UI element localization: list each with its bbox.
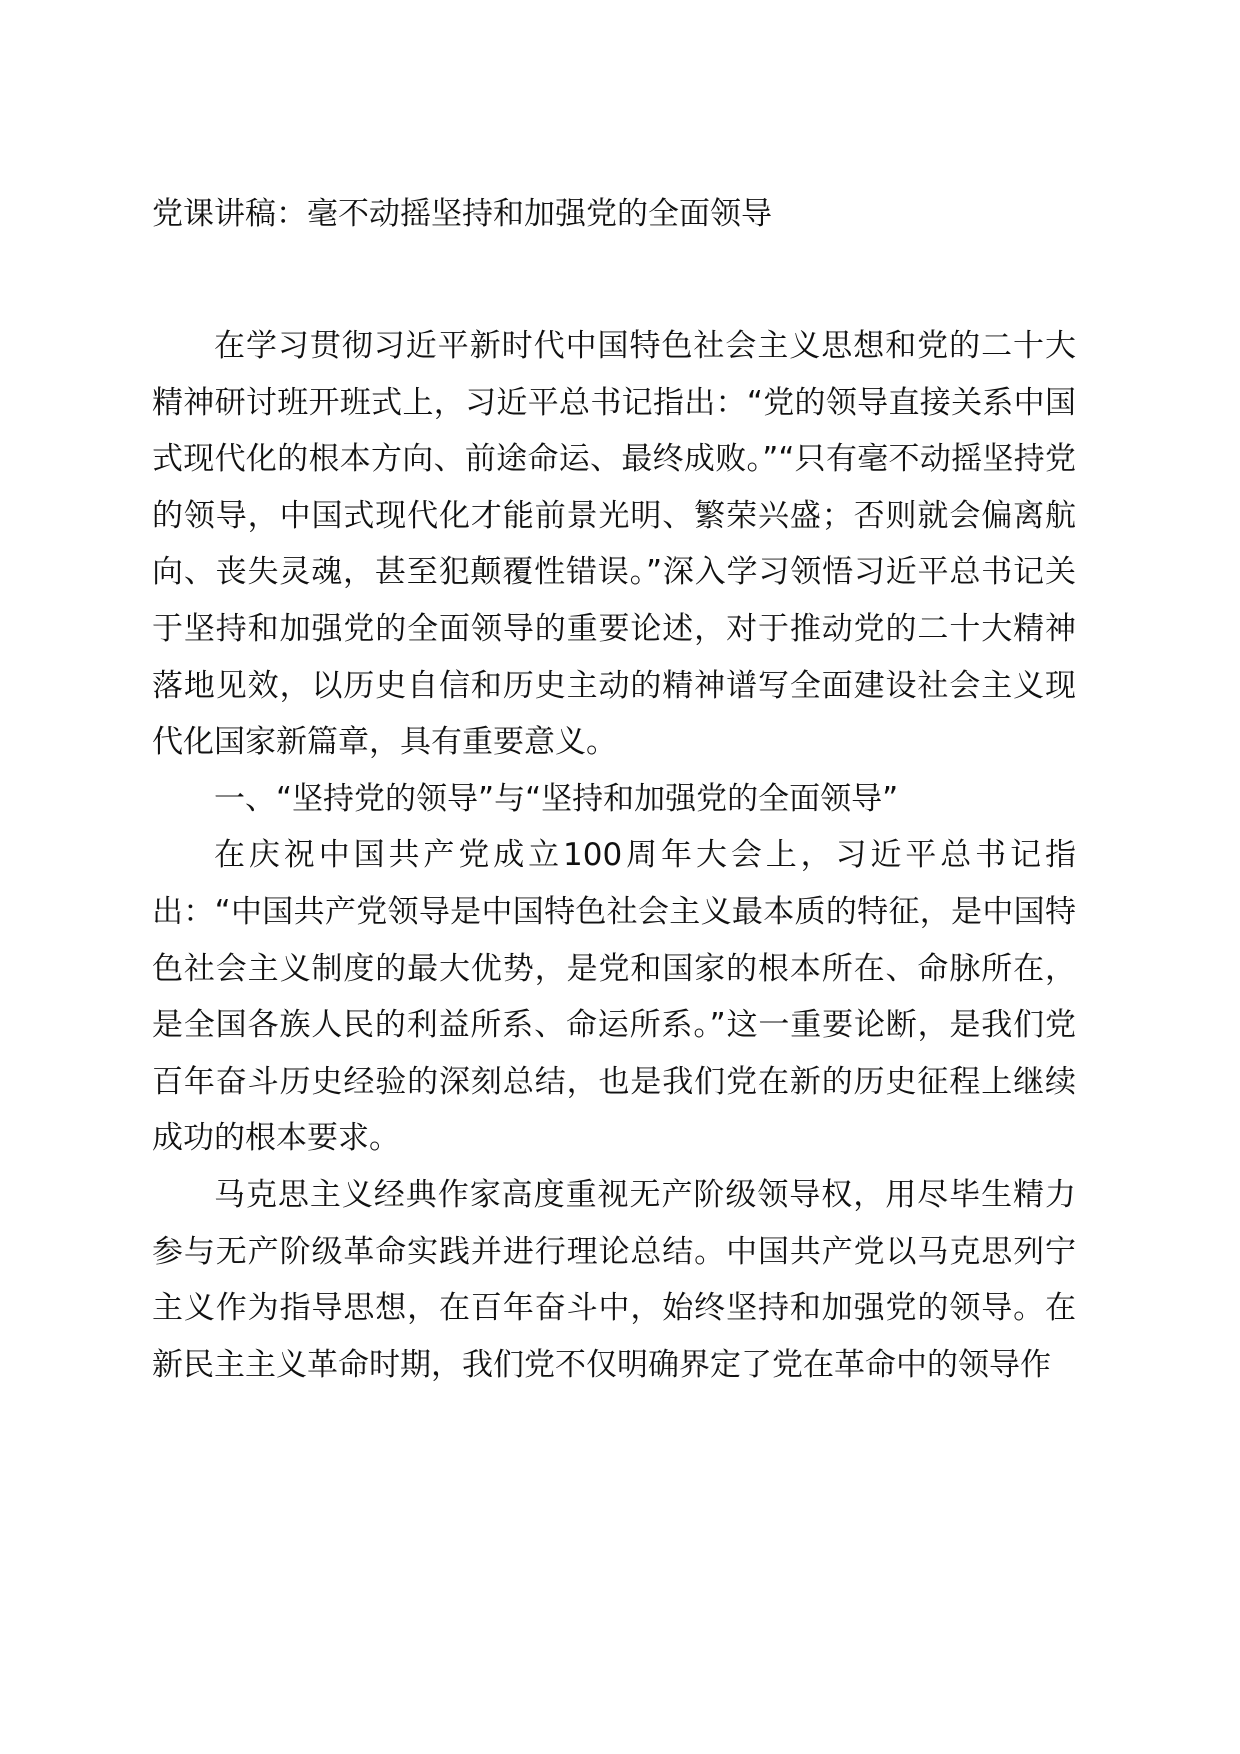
document-title: 党课讲稿：毫不动摇坚持和加强党的全面领导 [152,196,772,232]
document-body [152,318,1076,1393]
paragraph-intro: 在学习贯彻习近平新时代中国特色社会主义思想和党的二十大精神研讨班开班式上，习近平总书记指出：“党的领导直接关系中国式现代化的根本方向、前途命运、最终成败。”“只有毫不动摇坚持党的领导，中国式现代化才能前景光明、繁荣兴盛；否则就会偏离航向、丧失灵魂，甚至犯颠覆性错误。”深入学习领悟习近平总书记关于坚持和加强党的全面领导的重要论述，对于推动党的二十大精神落地见效，以历史自信和历史主动的精神谱写全面建设社会主义现代化国家新篇章，具有重要意义。 [152,328,1076,761]
section-heading-1: 一、“坚持党的领导”与“坚持和加强党的全面领导” [214,780,899,817]
paragraph-marxism: 马克思主义经典作家高度重视无产阶级领导权，用尽毕生精力参与无产阶级革命实践并进行理论总结。中国共产党以马克思列宁主义作为指导思想，在百年奋斗中，始终坚持和加强党的领导。在新民主主义革命时期，我们党不仅明确界定了党在革命中的领导作 [152,1176,1076,1383]
paragraph-centenary: 在庆祝中国共产党成立100周年大会上，习近平总书记指出：“中国共产党领导是中国特色社会主义最本质的特征，是中国特色社会主义制度的最大优势，是党和国家的根本所在、命脉所在，是全国各族人民的利益所系、命运所系。”这一重要论断，是我们党百年奋斗历史经验的深刻总结，也是我们党在新的历史征程上继续成功的根本要求。 [152,837,1076,1157]
